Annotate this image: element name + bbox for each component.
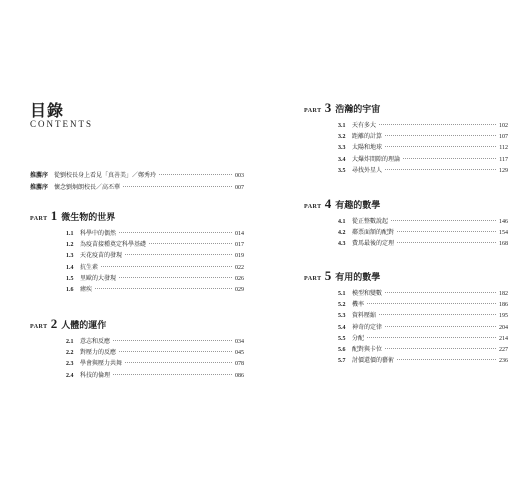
- page-number: 003: [235, 173, 244, 179]
- part-title: 浩瀚的宇宙: [335, 105, 381, 115]
- leader-dots: [125, 362, 232, 363]
- preface-row[interactable]: [30, 170, 244, 179]
- entry-title: 大爆炸間隙的理論: [352, 155, 401, 163]
- page-number: 019: [235, 253, 244, 260]
- leader-dots: [101, 266, 232, 267]
- page-title: 目錄: [30, 101, 65, 120]
- leader-dots: [125, 254, 232, 255]
- entry-title: 尋找外星人: [352, 166, 383, 174]
- page-number: 029: [235, 286, 244, 293]
- toc-entry[interactable]: [66, 250, 244, 261]
- toc-entry[interactable]: [338, 288, 508, 299]
- page-number: 236: [499, 358, 508, 365]
- entry-title: 瘧疾: [80, 285, 93, 293]
- entry-number: 3.4: [338, 156, 346, 163]
- page-number: 014: [235, 231, 244, 237]
- entry-number: 2.4: [66, 372, 74, 379]
- leader-dots: [379, 314, 496, 315]
- page-number: 078: [235, 361, 244, 368]
- entry-number: 1.6: [66, 286, 74, 293]
- part-2-entries: [66, 336, 244, 381]
- part-number: 5: [324, 268, 332, 283]
- toc-entry[interactable]: [338, 154, 508, 165]
- preface-tag: 推薦序: [30, 184, 49, 191]
- leader-dots: [397, 242, 496, 243]
- toc-entry[interactable]: [338, 310, 508, 321]
- page-number: 168: [499, 241, 508, 248]
- entry-title: 天有多大: [352, 122, 377, 129]
- entry-title: 討價還價的藝術: [352, 357, 395, 365]
- page-number: 195: [499, 313, 508, 320]
- leader-dots: [403, 158, 496, 159]
- part-heading-3: [304, 100, 380, 116]
- toc-entry[interactable]: [338, 333, 508, 344]
- leader-dots: [367, 303, 496, 304]
- entry-title: 為疫苗接種奠定科學基礎: [80, 241, 147, 249]
- entry-number: 3.5: [338, 167, 346, 174]
- page-subtitle: CONTENTS: [30, 119, 93, 129]
- leader-dots: [149, 243, 232, 244]
- toc-entry[interactable]: [338, 344, 508, 355]
- entry-number: 4.2: [338, 230, 346, 237]
- toc-entry[interactable]: [66, 239, 244, 250]
- entry-number: 2.1: [66, 339, 74, 345]
- part-label: PART: [304, 276, 322, 282]
- leader-dots: [385, 292, 496, 293]
- entry-number: 1.4: [66, 264, 74, 271]
- entry-number: 5.2: [338, 302, 346, 309]
- entry-number: 5.3: [338, 313, 346, 320]
- page-number: 204: [499, 324, 508, 331]
- page-number: 117: [499, 156, 508, 163]
- entry-title: 配對與卡位: [352, 345, 383, 353]
- toc-entry[interactable]: [338, 165, 508, 176]
- leader-dots: [123, 186, 232, 187]
- part-5-entries: [338, 288, 508, 366]
- leader-dots: [385, 348, 496, 349]
- part-title: 有用的數學: [335, 273, 381, 283]
- part-heading-5: [304, 268, 380, 284]
- preface-row[interactable]: [30, 182, 244, 191]
- page-number: 102: [499, 123, 508, 129]
- entry-number: 3.3: [338, 145, 346, 152]
- part-1-entries: [66, 228, 244, 295]
- entry-number: 1.1: [66, 231, 74, 237]
- part-heading-4: [304, 196, 380, 212]
- entry-title: 鄰票面額的配對: [352, 229, 395, 237]
- part-title: 人體的運作: [61, 321, 107, 331]
- page-number: 154: [499, 230, 508, 237]
- entry-number: 3.1: [338, 123, 346, 129]
- part-label: PART: [304, 204, 322, 210]
- leader-dots: [391, 220, 496, 221]
- page-number: 017: [235, 242, 244, 249]
- entry-title: 機率: [352, 301, 365, 309]
- page-number: 045: [235, 350, 244, 357]
- part-3-entries: [338, 120, 508, 176]
- part-number: 3: [324, 100, 332, 115]
- leader-dots: [385, 135, 496, 136]
- entry-title: 費馬最後的定理: [352, 240, 395, 248]
- leader-dots: [385, 326, 496, 327]
- leader-dots: [397, 359, 496, 360]
- leader-dots: [113, 340, 232, 341]
- toc-entry[interactable]: [338, 131, 508, 142]
- part-number: 2: [50, 316, 58, 331]
- leader-dots: [95, 288, 232, 289]
- right-page: [260, 0, 520, 500]
- entry-title: 意志和反應: [80, 338, 111, 345]
- entry-number: 3.2: [338, 134, 346, 141]
- toc-entry[interactable]: [66, 336, 244, 347]
- entry-title: 距離的計算: [352, 133, 383, 141]
- leader-dots: [379, 124, 496, 125]
- entry-number: 5.6: [338, 346, 346, 353]
- preface-text: 從劉校長身上看見「真善美」／鄭秀玲: [54, 172, 157, 179]
- leader-dots: [119, 351, 232, 352]
- part-label: PART: [304, 108, 322, 114]
- entry-number: 1.3: [66, 253, 74, 260]
- leader-dots: [367, 337, 496, 338]
- page-number: 034: [235, 339, 244, 345]
- entry-title: 天花疫苗的發現: [80, 252, 123, 260]
- toc-entry[interactable]: [66, 262, 244, 273]
- part-label: PART: [30, 216, 48, 222]
- toc-entry[interactable]: [338, 299, 508, 310]
- part-number: 4: [324, 196, 332, 211]
- page-number: 007: [235, 185, 244, 191]
- entry-number: 5.1: [338, 291, 346, 297]
- page-number: 112: [499, 145, 508, 152]
- entry-number: 5.7: [338, 358, 346, 365]
- entry-title: 資料壓縮: [352, 312, 377, 320]
- toc-entry[interactable]: [66, 273, 244, 284]
- toc-entry[interactable]: [338, 355, 508, 366]
- part-heading-2: [30, 316, 106, 332]
- entry-title: 神奇的定律: [352, 323, 383, 331]
- toc-entry[interactable]: [66, 370, 244, 381]
- page-number: 227: [499, 346, 508, 353]
- page-number: 129: [499, 167, 508, 174]
- entry-title: 學會與壓力共舞: [80, 360, 123, 368]
- toc-entry[interactable]: [338, 120, 508, 131]
- page-number: 026: [235, 275, 244, 282]
- toc-entry[interactable]: [66, 284, 244, 295]
- part-title: 有趣的數學: [335, 201, 381, 211]
- entry-number: 5.4: [338, 324, 346, 331]
- leader-dots: [385, 146, 496, 147]
- page-number: 107: [499, 134, 508, 141]
- toc-entry[interactable]: [66, 358, 244, 369]
- part-label: PART: [30, 324, 48, 330]
- entry-number: 4.1: [338, 219, 346, 225]
- page-number: 022: [235, 264, 244, 271]
- leader-dots: [397, 231, 496, 232]
- entry-title: 從正整數說起: [352, 218, 389, 225]
- part-heading-1: [30, 208, 115, 224]
- toc-entry[interactable]: [338, 238, 508, 249]
- toc-entry[interactable]: [66, 347, 244, 358]
- toc-entry[interactable]: [338, 227, 508, 238]
- entry-title: 科學中的偶然: [80, 230, 117, 237]
- leader-dots: [113, 374, 232, 375]
- entry-title: 分配: [352, 334, 365, 342]
- preface-text: 懷念劉炯朗校長／高丕華: [54, 184, 121, 191]
- entry-number: 4.3: [338, 241, 346, 248]
- part-4-entries: [338, 216, 508, 250]
- toc-entry[interactable]: [338, 216, 508, 227]
- part-number: 1: [50, 208, 58, 223]
- entry-title: 科技的倫理: [80, 371, 111, 379]
- leader-dots: [159, 174, 232, 175]
- part-title: 微生物的世界: [61, 213, 116, 223]
- preface-tag: 推薦序: [30, 172, 49, 179]
- entry-title: 抗生素: [80, 263, 99, 271]
- entry-number: 1.5: [66, 275, 74, 282]
- entry-number: 1.2: [66, 242, 74, 249]
- page-number: 182: [499, 291, 508, 297]
- toc-entry[interactable]: [338, 142, 508, 153]
- entry-title: 里歐的大發現: [80, 274, 117, 282]
- leader-dots: [385, 169, 496, 170]
- entry-title: 模型和變數: [352, 290, 383, 297]
- toc-entry[interactable]: [66, 228, 244, 239]
- entry-title: 太陽和地球: [352, 144, 383, 152]
- entry-number: 5.5: [338, 335, 346, 342]
- leader-dots: [119, 277, 232, 278]
- entry-title: 對壓力的反應: [80, 349, 117, 357]
- entry-number: 2.2: [66, 350, 74, 357]
- toc-entry[interactable]: [338, 322, 508, 333]
- leader-dots: [119, 232, 232, 233]
- page-number: 086: [235, 372, 244, 379]
- page-number: 214: [499, 335, 508, 342]
- page-number: 146: [499, 219, 508, 225]
- page-number: 186: [499, 302, 508, 309]
- entry-number: 2.3: [66, 361, 74, 368]
